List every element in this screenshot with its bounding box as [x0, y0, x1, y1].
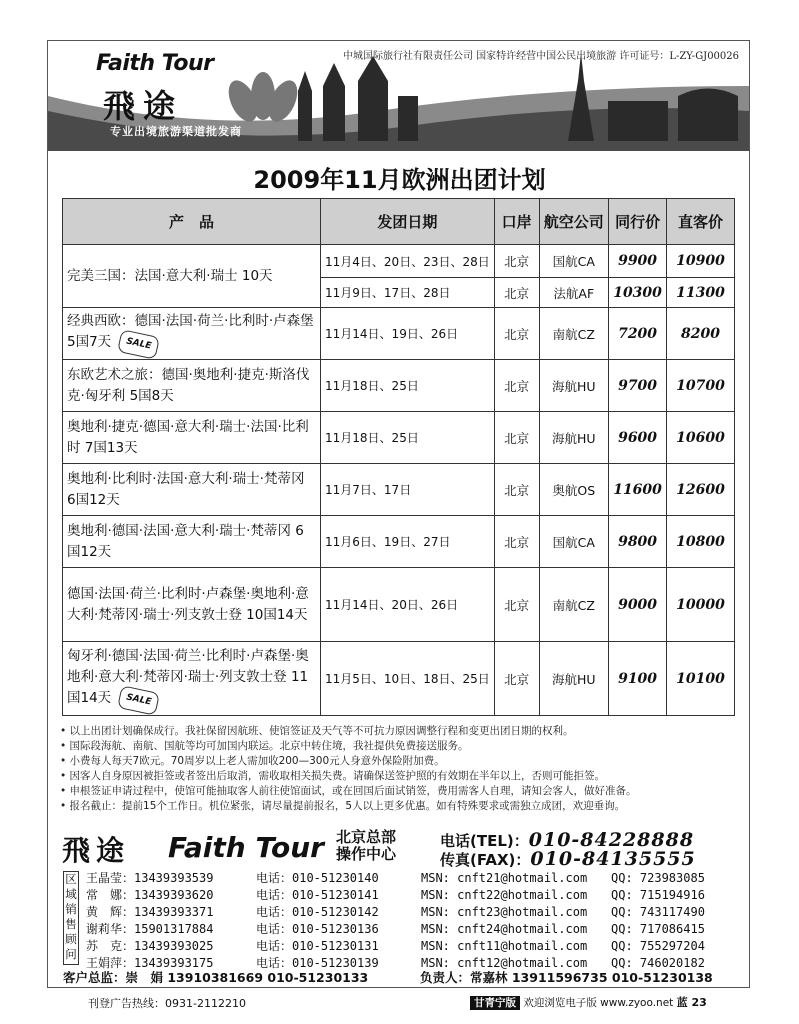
trade-price-cell: 11600 [609, 464, 667, 516]
column-header: 发团日期 [321, 199, 495, 245]
retail-price-cell: 11300 [667, 278, 735, 308]
trade-price-cell: 7200 [609, 308, 667, 360]
license-text: 中城国际旅行社有限责任公司 国家特许经营中国公民出境旅游 许可证号：L-ZY-GJ00026 [342, 51, 739, 62]
table-row [63, 516, 735, 568]
staff-msn: MSN: cnft12@hotmail.com [421, 955, 588, 970]
fax-line [440, 848, 696, 870]
trade-price-cell: 9700 [609, 360, 667, 412]
note-item: • 因客人自身原因被拒签或者签出后取消，需收取相关损失费。请确保送签护照的有效期在半年以上，否则可能拒签。 [60, 770, 606, 782]
table-header-row [63, 199, 735, 245]
airline-cell: 海航HU [539, 642, 609, 716]
region-label: 区域销售顾问 [63, 871, 79, 965]
column-header: 航空公司 [539, 199, 609, 245]
ad-hotline: 刊登广告热线：0931-2112210 [88, 997, 246, 1010]
page-number: 蓝 23 [676, 996, 707, 1009]
staff-msn: MSN: cnft11@hotmail.com [421, 938, 588, 953]
airline-cell: 奥航OS [539, 464, 609, 516]
phone-number: 010-84228888 [528, 829, 695, 851]
product-name: 经典西欧：德国·法国·荷兰·比利时·卢森堡 5国7天 [67, 313, 314, 350]
notes-list [60, 724, 740, 814]
table-row [63, 360, 735, 412]
trade-price-cell: 9900 [609, 245, 667, 278]
table-row [63, 568, 735, 642]
retail-price-cell: 10100 [667, 642, 735, 716]
retail-price-cell: 8200 [667, 308, 735, 360]
staff-table [86, 869, 741, 971]
date-cell: 11月6日、19日、27日 [321, 516, 495, 568]
staff-phone: 电话：010-51230142 [256, 905, 379, 919]
staff-name: 王娟萍：13439393175 [86, 956, 214, 970]
fax-number: 010-84135555 [530, 848, 696, 870]
port-cell: 北京 [494, 245, 539, 278]
logo-chinese: 飛途 [103, 87, 184, 125]
trade-price-cell: 9800 [609, 516, 667, 568]
staff-qq: QQ: 717086415 [611, 921, 705, 936]
staff-qq: QQ: 743117490 [611, 904, 705, 919]
trade-price-cell: 9000 [609, 568, 667, 642]
logo-english: Faith Tour [96, 51, 214, 76]
table-row [63, 245, 735, 278]
staff-phone: 电话：010-51230131 [256, 939, 379, 953]
column-header: 产 品 [63, 199, 321, 245]
product-cell: 奥地利·捷克·德国·意大利·瑞士·法国·比利时 7国13天 [63, 412, 321, 464]
note-item: • 申根签证申请过程中，使馆可能抽取客人前往使馆面试，或在回国后面试销签，费用需客人自理，请知会客人，做好准备。 [60, 785, 637, 797]
airline-cell: 海航HU [539, 360, 609, 412]
staff-msn: MSN: cnft24@hotmail.com [421, 921, 588, 936]
date-cell: 11月14日、20日、26日 [321, 568, 495, 642]
staff-phone: 电话：010-51230136 [256, 922, 379, 936]
retail-price-cell: 12600 [667, 464, 735, 516]
retail-price-cell: 10600 [667, 412, 735, 464]
retail-price-cell: 10900 [667, 245, 735, 278]
retail-price-cell: 10800 [667, 516, 735, 568]
edition-badge: 甘青宁版 [470, 996, 520, 1010]
page-title: 2009年11月欧洲出团计划 [253, 166, 546, 194]
port-cell: 北京 [494, 516, 539, 568]
header-banner [48, 41, 749, 151]
product-cell: 奥地利·比利时·法国·意大利·瑞士·梵蒂冈 6国12天 [63, 464, 321, 516]
note-item: • 国际段海航、南航、国航等均可加国内联运。北京中转住境，我社提供免费接送服务。 [60, 740, 469, 752]
footer-info [470, 994, 707, 1010]
staff-row [86, 903, 741, 920]
port-cell: 北京 [494, 278, 539, 308]
staff-msn: MSN: cnft21@hotmail.com [421, 870, 588, 885]
product-cell: 德国·法国·荷兰·比利时·卢森堡·奥地利·意大利·梵蒂冈·瑞士·列支敦士登 10国14天 [63, 568, 321, 642]
sale-badge: SALE [117, 329, 160, 360]
trade-price-cell: 9100 [609, 642, 667, 716]
product-cell: 奥地利·德国·法国·意大利·瑞士·梵蒂冈 6国12天 [63, 516, 321, 568]
hq-label: 北京总部操作中心 [336, 828, 397, 863]
date-cell: 11月18日、25日 [321, 412, 495, 464]
product-name: 匈牙利·德国·法国·荷兰·比利时·卢森堡·奥地利·意大利·梵蒂冈·瑞士·列支敦士登 11国14天 [67, 647, 309, 706]
staff-name: 谢莉华：15901317884 [86, 922, 214, 936]
tagline: 专业出境旅游渠道批发商 [110, 125, 242, 138]
client-director: 客户总监：崇 娟 13910381669 010-51230133 [63, 970, 369, 985]
table-row [63, 642, 735, 716]
contact-logo-english: Faith Tour [168, 831, 324, 864]
product-cell: 东欧艺术之旅：德国·奥地利·捷克·斯洛伐克·匈牙利 5国8天 [63, 360, 321, 412]
product-cell: 完美三国：法国·意大利·瑞士 10天 [63, 245, 321, 308]
retail-price-cell: 10000 [667, 568, 735, 642]
person-in-charge: 负责人：常嘉林 13911596735 010-51230138 [420, 970, 713, 985]
product-cell [63, 308, 321, 360]
staff-name: 常 娜：13439393620 [86, 888, 214, 902]
staff-msn: MSN: cnft22@hotmail.com [421, 887, 588, 902]
note-item: • 以上出团计划确保成行。我社保留因航班、使馆签证及天气等不可抗力原因调整行程和变更出团日期的权利。 [60, 725, 574, 737]
staff-name: 黄 辉：13439393371 [86, 905, 214, 919]
port-cell: 北京 [494, 642, 539, 716]
staff-phone: 电话：010-51230139 [256, 956, 379, 970]
staff-phone: 电话：010-51230141 [256, 888, 379, 902]
column-header: 口岸 [494, 199, 539, 245]
staff-qq: QQ: 723983085 [611, 870, 705, 885]
date-cell: 11月7日、17日 [321, 464, 495, 516]
staff-name: 王晶莹：13439393539 [86, 871, 214, 885]
trade-price-cell: 9600 [609, 412, 667, 464]
staff-phone: 电话：010-51230140 [256, 871, 379, 885]
note-item: • 小费每人每天7欧元。70周岁以上老人需加收200—300元人身意外保险附加费。 [60, 755, 445, 767]
table-row [63, 308, 735, 360]
trade-price-cell: 10300 [609, 278, 667, 308]
tour-table [62, 198, 735, 716]
staff-msn: MSN: cnft23@hotmail.com [421, 904, 588, 919]
note-item: • 报名截止：提前15个工作日。机位紧张，请尽量提前报名，5人以上更多优惠。如有特殊要求或需独立成团，欢迎垂询。 [60, 800, 626, 812]
port-cell: 北京 [494, 308, 539, 360]
port-cell: 北京 [494, 360, 539, 412]
staff-qq: QQ: 715194916 [611, 887, 705, 902]
staff-qq: QQ: 746020182 [611, 955, 705, 970]
staff-row [86, 886, 741, 903]
date-cell: 11月5日、10日、18日、25日 [321, 642, 495, 716]
phone-label: 电话(TEL)： [440, 832, 529, 850]
date-cell: 11月14日、19日、26日 [321, 308, 495, 360]
port-cell: 北京 [494, 464, 539, 516]
sale-badge: SALE [117, 685, 160, 716]
date-cell: 11月9日、17日、28日 [321, 278, 495, 308]
contact-band [48, 827, 749, 870]
retail-price-cell: 10700 [667, 360, 735, 412]
airline-cell: 国航CA [539, 516, 609, 568]
column-header: 直客价 [667, 199, 735, 245]
airline-cell: 南航CZ [539, 308, 609, 360]
staff-name: 苏 克：13439393025 [86, 939, 214, 953]
tour-table-wrap [62, 198, 735, 716]
contact-logo-chinese: 飛途 [62, 834, 131, 867]
port-cell: 北京 [494, 412, 539, 464]
product-cell [63, 642, 321, 716]
fax-label: 传真(FAX)： [440, 851, 531, 869]
staff-row [86, 869, 741, 886]
table-row [63, 412, 735, 464]
site-text: 欢迎浏览电子版 www.zyoo.net [523, 997, 674, 1009]
staff-row [86, 937, 741, 954]
column-header: 同行价 [609, 199, 667, 245]
port-cell: 北京 [494, 568, 539, 642]
airline-cell: 海航HU [539, 412, 609, 464]
staff-qq: QQ: 755297204 [611, 938, 705, 953]
table-row [63, 464, 735, 516]
airline-cell: 国航CA [539, 245, 609, 278]
staff-row [86, 920, 741, 937]
date-cell: 11月18日、25日 [321, 360, 495, 412]
airline-cell: 南航CZ [539, 568, 609, 642]
airline-cell: 法航AF [539, 278, 609, 308]
date-cell: 11月4日、20日、23日、28日 [321, 245, 495, 278]
